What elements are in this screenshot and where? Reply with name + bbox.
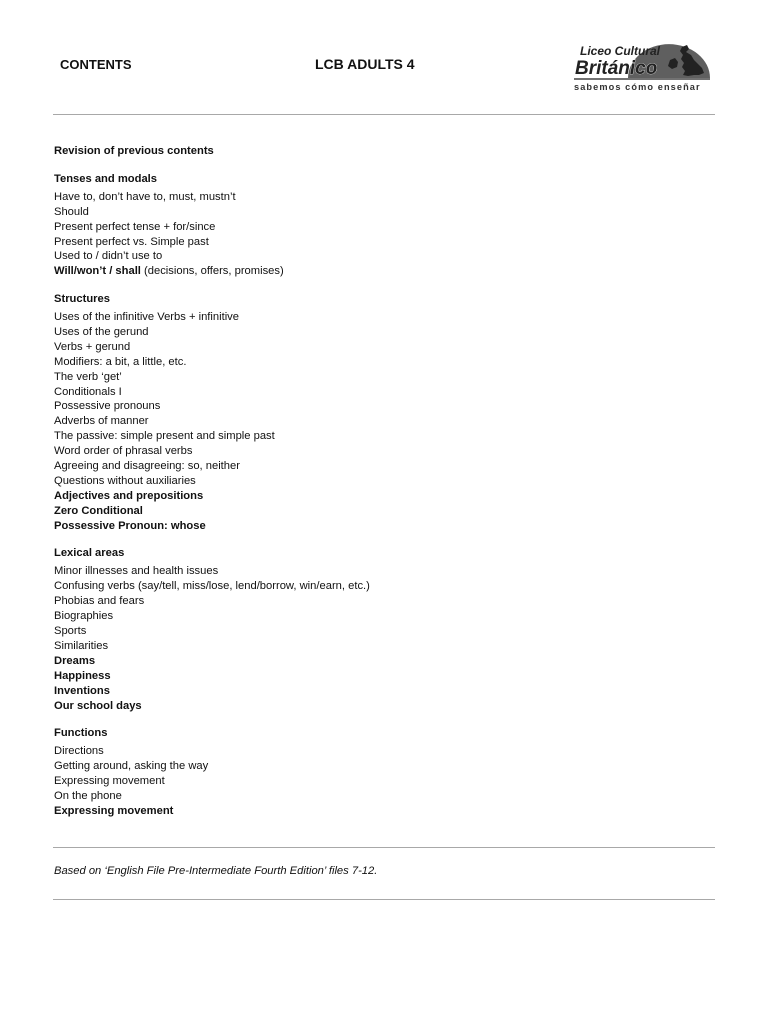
contents-list-item: Verbs + gerund (54, 340, 131, 353)
contents-list-item: Possessive Pronoun: whose (54, 519, 206, 532)
contents-list-item: Sports (54, 625, 87, 638)
course-title: LCB ADULTS 4 (315, 56, 415, 72)
contents-list-item: Questions without auxiliaries (54, 475, 196, 487)
section-title: Functions (54, 727, 108, 740)
item-detail: (decisions, offers, promises) (140, 265, 284, 278)
contents-list-item: Biographies (54, 610, 114, 623)
contents-list-item: Dreams (54, 654, 96, 667)
item-emphasis: Will/won’t / shall (54, 265, 141, 278)
contents-list-item: Confusing verbs (say/tell, miss/lose, lend/borrow, win/earn, etc.) (54, 580, 370, 593)
section-title: Structures (54, 293, 110, 306)
contents-list-item: Our school days (54, 699, 142, 712)
contents-list-item: Adjectives and prepositions (54, 489, 204, 502)
contents-list-item: Have to, don’t have to, must, mustn’t (54, 190, 236, 203)
contents-list-item: On the phone (54, 790, 122, 802)
section-title: Lexical areas (54, 547, 125, 560)
liceo-cultural-britanico-logo (570, 38, 715, 96)
contents-list-item: Uses of the gerund (54, 325, 149, 338)
contents-list-item: Should (54, 205, 89, 218)
section-lexical-areas (54, 546, 714, 713)
contents-body (54, 144, 714, 832)
footer-top-divider (53, 847, 715, 848)
logo-line1: Liceo Cultural (580, 44, 661, 58)
page-header (0, 0, 768, 110)
contents-list-item: Similarities (54, 639, 109, 652)
contents-list-item: Word order of phrasal verbs (54, 445, 193, 458)
header-divider (53, 114, 715, 115)
contents-list-item: Conditionals I (54, 385, 122, 398)
contents-list-item: Zero Conditional (54, 504, 143, 517)
source-note: Based on ‘English File Pre-Intermediate Fourth Edition’ files 7-12. (54, 865, 378, 877)
contents-sections (54, 172, 714, 819)
contents-list-item: Inventions (54, 684, 110, 697)
contents-list-item: Directions (54, 745, 104, 758)
contents-list-item: Happiness (54, 669, 111, 682)
contents-list-item: Expressing movement (54, 804, 174, 817)
logo-tagline: sabemos cómo enseñar (574, 82, 701, 92)
contents-list-item: The passive: simple present and simple past (54, 430, 275, 443)
contents-heading: CONTENTS (60, 57, 132, 72)
footer-bottom-divider (53, 899, 715, 900)
section-structures (54, 292, 714, 534)
contents-list-item: Adverbs of manner (54, 415, 149, 428)
revision-heading: Revision of previous contents (54, 145, 214, 157)
contents-list-item: Modifiers: a bit, a little, etc. (54, 355, 187, 368)
section-functions (54, 726, 714, 819)
contents-list-item: Agreeing and disagreeing: so, neither (54, 460, 240, 473)
contents-list-item (54, 264, 714, 279)
contents-list-item: Used to / didn’t use to (54, 250, 163, 263)
contents-list-item: The verb ‘get’ (54, 370, 122, 383)
contents-list-item: Present perfect vs. Simple past (54, 235, 209, 248)
section-tenses-and-modals (54, 172, 714, 279)
section-title: Tenses and modals (54, 172, 157, 185)
contents-list-item: Possessive pronouns (54, 400, 161, 413)
contents-list-item: Present perfect tense + for/since (54, 220, 216, 233)
contents-list-item: Uses of the infinitive Verbs + infinitive (54, 311, 239, 324)
contents-list-item: Phobias and fears (54, 595, 145, 608)
contents-list-item: Getting around, asking the way (54, 760, 209, 773)
contents-list-item: Expressing movement (54, 775, 165, 788)
contents-list-item: Minor illnesses and health issues (54, 565, 219, 578)
logo-line2: Británico (575, 58, 658, 79)
